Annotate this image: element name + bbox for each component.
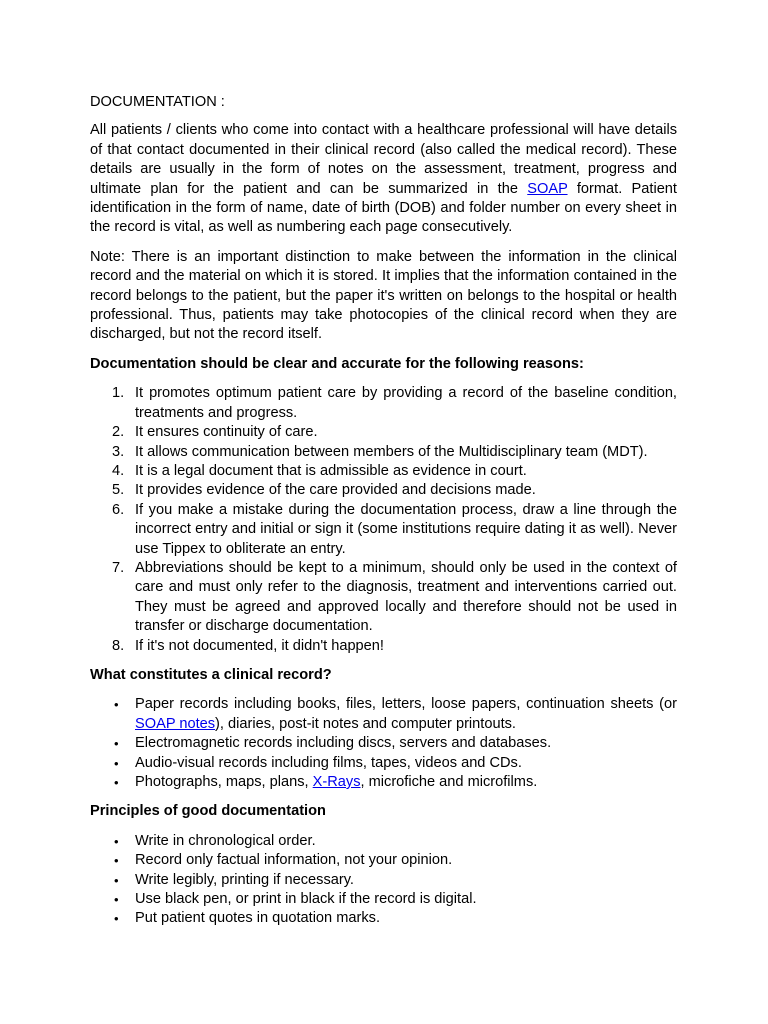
item-number: 7. (112, 559, 125, 576)
list-item (90, 832, 677, 851)
clinical-record-list (90, 695, 677, 792)
bullet-icon: • (114, 736, 119, 752)
list-item (90, 481, 677, 500)
principles-list (90, 832, 677, 929)
list-item (90, 695, 677, 734)
list-item (90, 909, 677, 928)
bullet-icon: • (114, 775, 119, 790)
item-text-start: Photographs, maps, plans, (135, 774, 313, 790)
list-item (90, 462, 677, 481)
list-item (90, 637, 677, 656)
list-item (90, 384, 677, 423)
item-text: Audio-visual records including films, tapes, videos and CDs. (135, 754, 522, 771)
note-paragraph: Note: There is an important distinction to make between the information in the clinical record and the material on which it is stored. It implies that the information contained in the record belongs to the patient, but the paper it's written on belongs to the hospital or health professional. Thus, patients may take photocopies of the clinical record when they are discharged, but not the record itself. (90, 248, 677, 343)
item-number: 3. (112, 443, 125, 460)
bullet-icon: • (114, 892, 119, 908)
item-text-end: , microfiche and microfilms. (360, 774, 538, 790)
item-text: Put patient quotes in quotation marks. (135, 910, 381, 927)
list-item (90, 443, 677, 462)
list-item (90, 773, 677, 792)
item-text: Abbreviations should be kept to a minimum, should only be used in the context of care and must only refer to the diagnosis, treatment and interventions carried out. They must be agreed and approved locally and therefore should not be used in transfer or discharge documentation. (135, 559, 677, 635)
item-number: 1. (112, 385, 125, 402)
bullet-icon: • (114, 853, 119, 869)
clinical-record-heading: What constitutes a clinical record? (90, 666, 332, 683)
item-text: It allows communication between members of the Multidisciplinary team (MDT). (135, 443, 648, 460)
item-text: It promotes optimum patient care by providing a record of the baseline condition, treatments and progress. (135, 385, 677, 421)
item-number: 5. (112, 482, 125, 499)
intro-text-start: All patients / clients who come into contact with a healthcare professional will have details of that contact documented in their clinical record (also called the medical record). These details are usually in the form of notes on the assessment, treatment, progress and ultimate plan for the patient and can be summarized in the (90, 122, 677, 197)
item-number: 2. (112, 424, 125, 441)
item-number: 6. (112, 501, 125, 518)
principles-heading: Principles of good documentation (90, 803, 326, 820)
reasons-list (90, 384, 677, 656)
list-item (90, 871, 677, 890)
list-item (90, 734, 677, 753)
item-text: If it's not documented, it didn't happen! (135, 637, 384, 654)
list-item (90, 501, 677, 559)
bullet-icon: • (114, 697, 119, 713)
item-number: 4. (112, 462, 125, 479)
list-item (90, 559, 677, 637)
item-text: Write in chronological order. (135, 832, 316, 849)
list-item (90, 851, 677, 870)
soap-link[interactable]: SOAP (527, 180, 568, 197)
item-text: Electromagnetic records including discs, servers and databases. (135, 735, 552, 752)
item-text: Write legibly, printing if necessary. (135, 871, 354, 888)
item-number: 8. (112, 637, 125, 654)
intro-text-end: format. Patient identification in the form of name, date of birth (DOB) and folder number on every sheet in the record is vital, as well as numbering each page consecutively. (90, 180, 677, 236)
item-text: It is a legal document that is admissible as evidence in court. (135, 462, 527, 479)
item-text: If you make a mistake during the documentation process, draw a line through the incorrect entry and initial or sign it (some institutions require dating it as well). Never use Tippex to obliterate an entry. (135, 501, 677, 557)
bullet-icon: • (114, 833, 119, 849)
list-item (90, 890, 677, 909)
list-item (90, 423, 677, 442)
bullet-icon: • (114, 872, 119, 888)
document-body (90, 93, 677, 939)
item-text: It ensures continuity of care. (135, 424, 318, 441)
item-text-start: Paper records including books, files, letters, loose papers, continuation sheets (or (135, 696, 677, 713)
list-item (90, 754, 677, 773)
item-text-end: ), diaries, post-it notes and computer printouts. (215, 715, 516, 732)
x-rays-link[interactable]: X-Rays (312, 774, 361, 790)
item-text: It provides evidence of the care provided and decisions made. (135, 482, 536, 499)
document-title: DOCUMENTATION : (90, 94, 225, 110)
reasons-heading: Documentation should be clear and accurate for the following reasons: (90, 355, 584, 372)
bullet-icon: • (114, 911, 119, 927)
intro-paragraph (90, 121, 677, 237)
item-text: Use black pen, or print in black if the record is digital. (135, 891, 477, 908)
item-text: Record only factual information, not your opinion. (135, 852, 453, 869)
soap-notes-link[interactable]: SOAP notes (135, 715, 216, 732)
bullet-icon: • (114, 755, 119, 771)
